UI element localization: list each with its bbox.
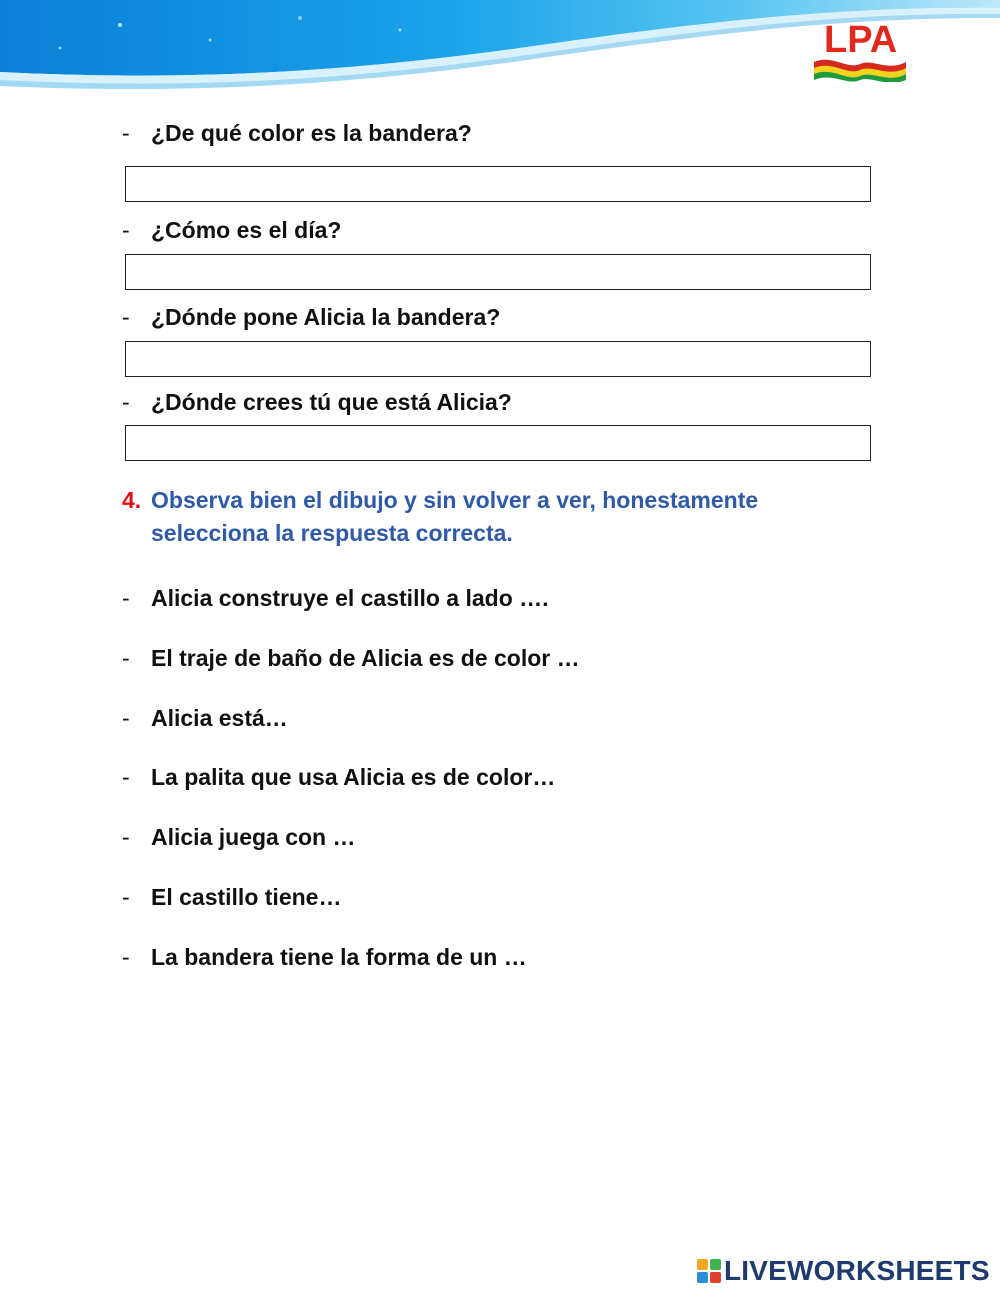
select-item-plays-with: - Alicia juega con … — [122, 824, 356, 850]
question-day: - ¿Cómo es el día? — [122, 217, 342, 243]
answer-field-alicia-location[interactable] — [125, 425, 871, 461]
instruction-line-1: Observa bien el dibujo y sin volver a ver, honestamente — [151, 487, 759, 513]
select-item-swimsuit-color: - El traje de baño de Alicia es de color … — [122, 645, 580, 671]
select-item-shovel-color: - La palita que usa Alicia es de color… — [122, 764, 556, 790]
liveworksheets-icon — [697, 1259, 721, 1283]
select-item-alicia-state: - Alicia está… — [122, 705, 288, 731]
answer-field-flag-place[interactable] — [125, 341, 871, 377]
question-flag-color: - ¿De qué color es la bandera? — [122, 120, 472, 146]
select-item-text: Alicia construye el castillo a lado …. — [151, 585, 549, 611]
lpa-logo — [808, 10, 912, 82]
liveworksheets-wordmark: LIVEWORKSHEETS — [724, 1255, 990, 1286]
liveworksheets-logo — [697, 1255, 990, 1287]
select-item-text: El traje de baño de Alicia es de color … — [151, 645, 580, 671]
select-item-text: El castillo tiene… — [151, 884, 342, 910]
select-item-castle-has: - El castillo tiene… — [122, 884, 342, 910]
question-text: ¿De qué color es la bandera? — [151, 120, 472, 146]
select-item-text: La bandera tiene la forma de un … — [151, 944, 527, 970]
question-alicia-location: - ¿Dónde crees tú que está Alicia? — [122, 389, 512, 415]
section-4-instructions — [122, 484, 882, 550]
select-item-text: Alicia juega con … — [151, 824, 356, 850]
question-text: ¿Cómo es el día? — [151, 217, 342, 243]
select-item-text: Alicia está… — [151, 705, 288, 731]
question-flag-place: - ¿Dónde pone Alicia la bandera? — [122, 304, 501, 330]
answer-field-day[interactable] — [125, 254, 871, 290]
question-text: ¿Dónde crees tú que está Alicia? — [151, 389, 512, 415]
section-number: 4. — [122, 487, 142, 513]
question-text: ¿Dónde pone Alicia la bandera? — [151, 304, 501, 330]
select-item-flag-shape: - La bandera tiene la forma de un … — [122, 944, 527, 970]
answer-field-flag-color[interactable] — [125, 166, 871, 202]
select-item-castle-side: - Alicia construye el castillo a lado …. — [122, 585, 549, 611]
logo-letter-l: LPA — [824, 19, 898, 61]
instruction-line-2: selecciona la respuesta correcta. — [151, 520, 513, 546]
select-item-text: La palita que usa Alicia es de color… — [151, 764, 556, 790]
